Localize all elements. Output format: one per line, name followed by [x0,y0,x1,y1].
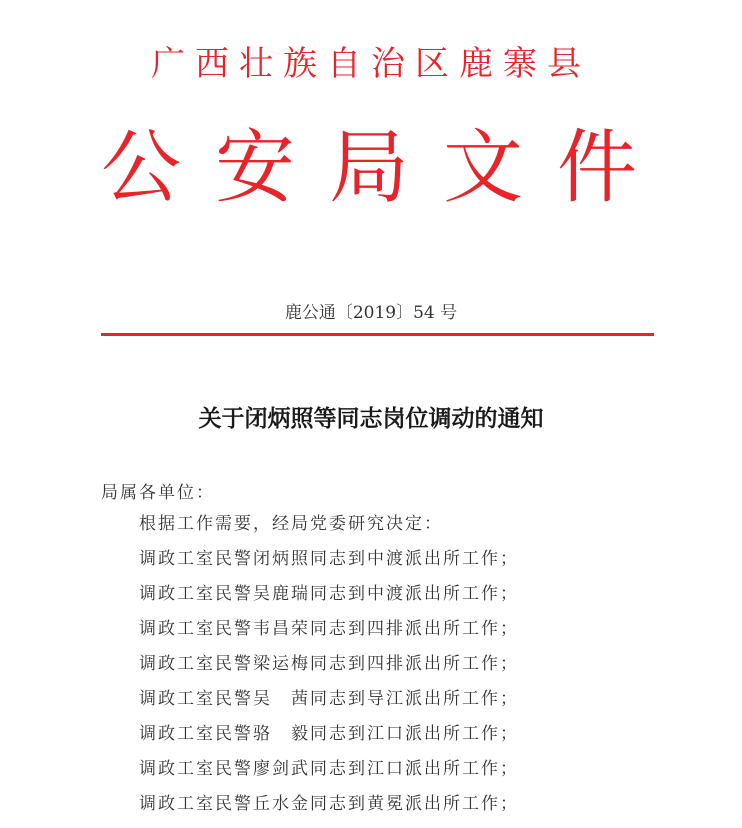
document-title: 关于闭炳照等同志岗位调动的通知 [198,405,544,432]
body-text [139,513,519,828]
body-line: 调政工室民警吴鹿瑞同志到中渡派出所工作； [139,584,519,604]
body-line: 调政工室民警闭炳照同志到中渡派出所工作； [139,549,519,569]
document-type-heading: 公安局文件 [101,121,671,214]
body-line: 调政工室民警骆 毅同志到江口派出所工作； [139,724,519,744]
body-line: 调政工室民警梁运梅同志到四排派出所工作； [139,654,519,674]
addressee: 局属各单位： [101,483,215,503]
document-number: 鹿公通〔2019〕54 号 [284,303,458,323]
body-line: 调政工室民警吴 茜同志到导江派出所工作； [139,689,519,709]
body-line: 根据工作需要，经局党委研究决定： [139,514,443,534]
body-line: 调政工室民警韦昌荣同志到四排派出所工作； [139,619,519,639]
red-divider-line [101,333,654,336]
body-line: 调政工室民警廖剑武同志到江口派出所工作； [139,759,519,779]
body-line: 调政工室民警丘水金同志到黄冕派出所工作； [139,794,519,814]
issuer-heading: 广西壮族自治区鹿寨县 [151,44,591,84]
